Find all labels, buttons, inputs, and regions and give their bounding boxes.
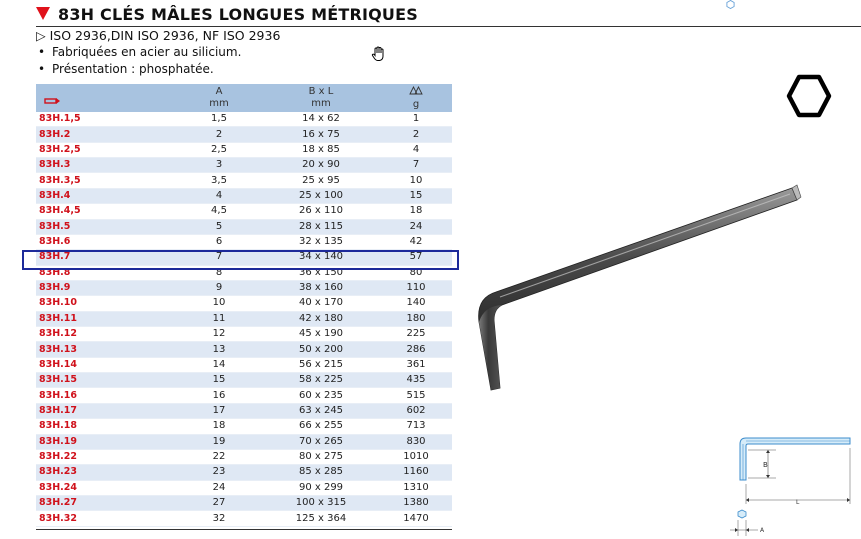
ref-cell: 83H.7	[36, 250, 176, 265]
bxl-cell: 25 x 95	[262, 173, 380, 188]
bxl-cell: 36 x 150	[262, 265, 380, 280]
bullet-material: • Fabriquées en acier au silicium.	[38, 45, 242, 59]
ref-cell: 83H.3,5	[36, 173, 176, 188]
bxl-cell: 70 x 265	[262, 434, 380, 449]
a-column-header: A mm	[176, 84, 262, 112]
a-cell: 16	[176, 388, 262, 403]
table-row[interactable]	[36, 219, 452, 234]
ref-cell: 83H.14	[36, 357, 176, 372]
bxl-cell: 50 x 200	[262, 342, 380, 357]
bullet-finish: • Présentation : phosphatée.	[38, 62, 214, 76]
weight-cell: 10	[380, 173, 452, 188]
weight-cell: 515	[380, 388, 452, 403]
ref-cell: 83H.10	[36, 296, 176, 311]
table-row[interactable]	[36, 342, 452, 357]
a-dimension-label: A	[760, 527, 765, 534]
title-underline	[36, 26, 861, 27]
ref-cell: 83H.12	[36, 327, 176, 342]
table-row[interactable]	[36, 403, 452, 418]
weight-cell: 18	[380, 204, 452, 219]
ref-cell: 83H.3	[36, 158, 176, 173]
table-row[interactable]	[36, 511, 452, 526]
weight-cell: 57	[380, 250, 452, 265]
ref-cell: 83H.8	[36, 265, 176, 280]
table-row[interactable]	[36, 419, 452, 434]
a-cell: 8	[176, 265, 262, 280]
ref-cell: 83H.11	[36, 311, 176, 326]
table-row[interactable]	[36, 204, 452, 219]
weight-cell: 7	[380, 158, 452, 173]
bxl-cell: 63 x 245	[262, 403, 380, 418]
a-cell: 15	[176, 373, 262, 388]
a-cell: 24	[176, 480, 262, 495]
bxl-cell: 125 x 364	[262, 511, 380, 526]
table-row[interactable]	[36, 434, 452, 449]
bxl-column-header: B x L mm	[262, 84, 380, 112]
weight-cell: 15	[380, 188, 452, 203]
weight-column-header: g	[380, 84, 452, 112]
a-cell: 2	[176, 127, 262, 142]
weight-cell: 286	[380, 342, 452, 357]
table-row[interactable]	[36, 296, 452, 311]
table-row[interactable]	[36, 388, 452, 403]
weight-cell: 713	[380, 419, 452, 434]
bxl-cell: 90 x 299	[262, 480, 380, 495]
bxl-cell: 34 x 140	[262, 250, 380, 265]
a-cell: 3,5	[176, 173, 262, 188]
a-cell: 19	[176, 434, 262, 449]
b-dimension-label: B	[763, 461, 768, 469]
weight-cell: 361	[380, 357, 452, 372]
ref-cell: 83H.27	[36, 495, 176, 510]
a-cell: 18	[176, 419, 262, 434]
ref-cell: 83H.17	[36, 403, 176, 418]
hex-key-illustration	[466, 180, 806, 395]
bxl-cell: 28 x 115	[262, 219, 380, 234]
selected-row-highlight	[22, 250, 459, 270]
ref-cell: 83H.6	[36, 234, 176, 249]
a-cell: 17	[176, 403, 262, 418]
table-bottom-rule	[36, 529, 452, 530]
bxl-cell: 14 x 62	[262, 112, 380, 127]
table-row[interactable]	[36, 158, 452, 173]
ref-cell: 83H.1,5	[36, 112, 176, 127]
weight-cell: 1	[380, 112, 452, 127]
table-row[interactable]	[36, 127, 452, 142]
table-header	[36, 84, 452, 112]
a-cell: 7	[176, 250, 262, 265]
spec-table	[36, 84, 452, 527]
small-hexagon-icon	[726, 0, 735, 9]
bxl-cell: 20 x 90	[262, 158, 380, 173]
ref-cell: 83H.15	[36, 373, 176, 388]
weight-cell: 1160	[380, 465, 452, 480]
bxl-cell: 58 x 225	[262, 373, 380, 388]
bxl-cell: 18 x 85	[262, 142, 380, 157]
bxl-cell: 45 x 190	[262, 327, 380, 342]
a-cell: 6	[176, 234, 262, 249]
weight-cell: 830	[380, 434, 452, 449]
bxl-cell: 32 x 135	[262, 234, 380, 249]
a-cell: 27	[176, 495, 262, 510]
hand-cursor-icon	[370, 45, 388, 63]
hexagon-icon	[786, 73, 832, 119]
bxl-cell: 80 x 275	[262, 449, 380, 464]
weight-icon	[409, 86, 423, 95]
ref-cell: 83H.19	[36, 434, 176, 449]
a-cell: 4	[176, 188, 262, 203]
ref-cell: 83H.4,5	[36, 204, 176, 219]
weight-cell: 180	[380, 311, 452, 326]
table-row[interactable]	[36, 465, 452, 480]
ref-cell: 83H.9	[36, 280, 176, 295]
table-row[interactable]	[36, 142, 452, 157]
ref-cell: 83H.24	[36, 480, 176, 495]
a-cell: 22	[176, 449, 262, 464]
bxl-cell: 26 x 110	[262, 204, 380, 219]
bxl-cell: 85 x 285	[262, 465, 380, 480]
weight-cell: 602	[380, 403, 452, 418]
weight-cell: 4	[380, 142, 452, 157]
bxl-cell: 60 x 235	[262, 388, 380, 403]
ref-icon	[44, 96, 62, 106]
ref-cell: 83H.13	[36, 342, 176, 357]
bxl-cell: 40 x 170	[262, 296, 380, 311]
ref-column-header	[36, 84, 176, 112]
table-row[interactable]	[36, 311, 452, 326]
table-row[interactable]	[36, 112, 452, 127]
bxl-cell: 38 x 160	[262, 280, 380, 295]
table-row[interactable]	[36, 495, 452, 510]
a-cell: 3	[176, 158, 262, 173]
table-row[interactable]	[36, 234, 452, 249]
standards-line: ▷ ISO 2936,DIN ISO 2936, NF ISO 2936	[36, 28, 281, 43]
weight-cell: 140	[380, 296, 452, 311]
table-row[interactable]	[36, 327, 452, 342]
ref-cell: 83H.2,5	[36, 142, 176, 157]
bxl-cell: 56 x 215	[262, 357, 380, 372]
table-row[interactable]	[36, 173, 452, 188]
a-cell: 13	[176, 342, 262, 357]
weight-cell: 2	[380, 127, 452, 142]
ref-cell: 83H.5	[36, 219, 176, 234]
weight-cell: 1310	[380, 480, 452, 495]
bxl-cell: 42 x 180	[262, 311, 380, 326]
a-cell: 5	[176, 219, 262, 234]
a-cell: 14	[176, 357, 262, 372]
dimension-drawing	[728, 432, 861, 539]
page-title: 83H CLÉS MÂLES LONGUES MÉTRIQUES	[58, 5, 418, 24]
table-row[interactable]	[36, 449, 452, 464]
ref-cell: 83H.4	[36, 188, 176, 203]
ref-cell: 83H.22	[36, 449, 176, 464]
triangle-down-icon	[36, 7, 50, 20]
a-cell: 23	[176, 465, 262, 480]
weight-cell: 1010	[380, 449, 452, 464]
ref-cell: 83H.16	[36, 388, 176, 403]
title-row	[36, 4, 861, 26]
weight-cell: 110	[380, 280, 452, 295]
table-row[interactable]	[36, 280, 452, 295]
a-cell: 12	[176, 327, 262, 342]
weight-cell: 225	[380, 327, 452, 342]
table-row[interactable]	[36, 480, 452, 495]
ref-cell: 83H.32	[36, 511, 176, 526]
a-cell: 10	[176, 296, 262, 311]
a-cell: 9	[176, 280, 262, 295]
bxl-cell: 66 x 255	[262, 419, 380, 434]
table-row[interactable]	[36, 357, 452, 372]
a-cell: 2,5	[176, 142, 262, 157]
a-cell: 11	[176, 311, 262, 326]
bxl-cell: 100 x 315	[262, 495, 380, 510]
ref-cell: 83H.18	[36, 419, 176, 434]
a-cell: 32	[176, 511, 262, 526]
weight-cell: 1380	[380, 495, 452, 510]
bxl-cell: 25 x 100	[262, 188, 380, 203]
a-cell: 1,5	[176, 112, 262, 127]
ref-cell: 83H.23	[36, 465, 176, 480]
weight-cell: 80	[380, 265, 452, 280]
l-dimension-label: L	[796, 499, 800, 506]
a-cell: 4,5	[176, 204, 262, 219]
weight-cell: 1470	[380, 511, 452, 526]
weight-cell: 24	[380, 219, 452, 234]
ref-cell: 83H.2	[36, 127, 176, 142]
weight-cell: 435	[380, 373, 452, 388]
bxl-cell: 16 x 75	[262, 127, 380, 142]
table-row[interactable]	[36, 188, 452, 203]
table-row[interactable]	[36, 373, 452, 388]
weight-cell: 42	[380, 234, 452, 249]
